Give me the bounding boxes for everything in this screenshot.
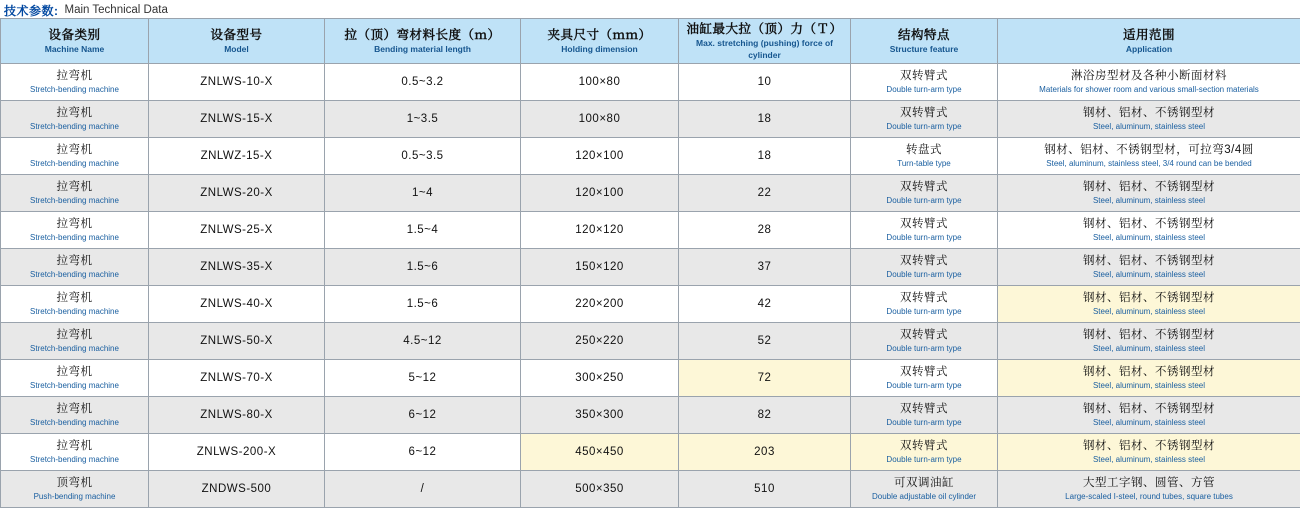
cell-text: 500×350 — [521, 482, 678, 497]
cell-application — [998, 138, 1300, 175]
cell-text: 6~12 — [325, 408, 520, 423]
column-header-cn: 油缸最大拉（顶）力（Ｔ） — [679, 21, 850, 37]
table-row — [1, 434, 1300, 471]
cell-text: 150×120 — [521, 260, 678, 275]
cell-text: 100×80 — [521, 112, 678, 127]
cell-structure-feature — [851, 101, 998, 138]
cell-text-en: Stretch-bending machine — [1, 306, 148, 317]
cell-text: 1.5~6 — [325, 297, 520, 312]
cell-text: ZNLWS-25-X — [149, 223, 324, 238]
cell-bending-length — [325, 64, 521, 101]
cell-text-cn: 拉弯机 — [1, 291, 148, 306]
cell-text-en: Double turn-arm type — [851, 417, 997, 428]
cell-application — [998, 397, 1300, 434]
cell-structure-feature — [851, 138, 998, 175]
cell-text-en: Stretch-bending machine — [1, 343, 148, 354]
column-header-en: Model — [149, 43, 324, 55]
cell-holding-dimension — [521, 212, 679, 249]
page-title-en: Main Technical Data — [65, 4, 168, 16]
cell-text: 0.5~3.5 — [325, 149, 520, 164]
cell-structure-feature — [851, 360, 998, 397]
cell-structure-feature — [851, 434, 998, 471]
cell-text-en: Double turn-arm type — [851, 380, 997, 391]
cell-text-en: Double turn-arm type — [851, 232, 997, 243]
cell-max-force — [679, 249, 851, 286]
cell-text: ZNLWS-80-X — [149, 408, 324, 423]
column-header-bending-length — [325, 19, 521, 64]
cell-text-en: Steel, aluminum, stainless steel — [998, 343, 1300, 354]
table-row — [1, 397, 1300, 434]
cell-application — [998, 175, 1300, 212]
cell-max-force — [679, 286, 851, 323]
cell-model — [149, 212, 325, 249]
cell-machine-name — [1, 434, 149, 471]
cell-max-force — [679, 212, 851, 249]
cell-bending-length — [325, 101, 521, 138]
cell-model — [149, 101, 325, 138]
cell-text: 5~12 — [325, 371, 520, 386]
cell-text: 72 — [679, 371, 850, 386]
cell-bending-length — [325, 138, 521, 175]
cell-text-cn: 钢材、铝材、不锈钢型材 — [998, 180, 1300, 195]
cell-text-cn: 钢材、铝材、不锈钢型材 — [998, 402, 1300, 417]
cell-text-en: Double turn-arm type — [851, 84, 997, 95]
cell-model — [149, 360, 325, 397]
cell-text: 510 — [679, 482, 850, 497]
cell-text: 4.5~12 — [325, 334, 520, 349]
cell-machine-name — [1, 138, 149, 175]
cell-bending-length — [325, 249, 521, 286]
table-header-row — [1, 19, 1300, 64]
cell-max-force — [679, 64, 851, 101]
cell-machine-name — [1, 397, 149, 434]
cell-text-en: Double turn-arm type — [851, 306, 997, 317]
cell-text: 450×450 — [521, 445, 678, 460]
cell-text-en: Stretch-bending machine — [1, 454, 148, 465]
cell-text-en: Steel, aluminum, stainless steel — [998, 121, 1300, 132]
table-row — [1, 212, 1300, 249]
cell-text-en: Double turn-arm type — [851, 195, 997, 206]
cell-holding-dimension — [521, 323, 679, 360]
page-title — [0, 0, 1300, 18]
cell-text-cn: 钢材、铝材、不锈钢型材 — [998, 254, 1300, 269]
cell-text-cn: 拉弯机 — [1, 402, 148, 417]
cell-text-en: Stretch-bending machine — [1, 380, 148, 391]
cell-text-en: Steel, aluminum, stainless steel — [998, 417, 1300, 428]
cell-machine-name — [1, 323, 149, 360]
cell-structure-feature — [851, 212, 998, 249]
cell-text-en: Steel, aluminum, stainless steel — [998, 306, 1300, 317]
cell-holding-dimension — [521, 397, 679, 434]
cell-text-cn: 钢材、铝材、不锈钢型材 — [998, 291, 1300, 306]
cell-text: 1.5~4 — [325, 223, 520, 238]
column-header-application — [998, 19, 1300, 64]
cell-application — [998, 360, 1300, 397]
cell-machine-name — [1, 249, 149, 286]
cell-text-en: Stretch-bending machine — [1, 195, 148, 206]
cell-machine-name — [1, 471, 149, 508]
cell-bending-length — [325, 286, 521, 323]
cell-application — [998, 249, 1300, 286]
cell-structure-feature — [851, 323, 998, 360]
cell-model — [149, 397, 325, 434]
cell-text-en: Steel, aluminum, stainless steel — [998, 232, 1300, 243]
cell-application — [998, 434, 1300, 471]
cell-text-cn: 可双调油缸 — [851, 476, 997, 491]
cell-text: 100×80 — [521, 75, 678, 90]
cell-text-cn: 拉弯机 — [1, 254, 148, 269]
cell-text: 1.5~6 — [325, 260, 520, 275]
cell-text-en: Large-scaled I-steel, round tubes, square tubes — [998, 491, 1300, 502]
cell-text-en: Turn-table type — [851, 158, 997, 169]
cell-holding-dimension — [521, 101, 679, 138]
cell-model — [149, 434, 325, 471]
cell-text-cn: 转盘式 — [851, 143, 997, 158]
cell-text-en: Stretch-bending machine — [1, 269, 148, 280]
cell-model — [149, 323, 325, 360]
cell-application — [998, 471, 1300, 508]
cell-text-en: Materials for shower room and various small-section materials — [998, 84, 1300, 95]
table-row — [1, 471, 1300, 508]
cell-text-en: Steel, aluminum, stainless steel — [998, 195, 1300, 206]
cell-text: 52 — [679, 334, 850, 349]
cell-text: ZNLWS-20-X — [149, 186, 324, 201]
cell-text: 120×100 — [521, 149, 678, 164]
column-header-holding-dimension — [521, 19, 679, 64]
cell-text-en: Stretch-bending machine — [1, 232, 148, 243]
column-header-cn: 夹具尺寸（ｍｍ） — [521, 27, 678, 43]
column-header-en: Application — [998, 43, 1300, 55]
cell-holding-dimension — [521, 286, 679, 323]
cell-text: ZNLWS-70-X — [149, 371, 324, 386]
cell-text: ZNLWS-200-X — [149, 445, 324, 460]
cell-text-cn: 双转臂式 — [851, 291, 997, 306]
column-header-machine-name — [1, 19, 149, 64]
table-row — [1, 64, 1300, 101]
cell-structure-feature — [851, 175, 998, 212]
cell-text: 1~4 — [325, 186, 520, 201]
cell-text: ZNLWS-15-X — [149, 112, 324, 127]
cell-structure-feature — [851, 249, 998, 286]
cell-holding-dimension — [521, 471, 679, 508]
cell-text-en: Steel, aluminum, stainless steel — [998, 380, 1300, 391]
cell-max-force — [679, 138, 851, 175]
table-body — [1, 64, 1300, 508]
cell-text-en: Steel, aluminum, stainless steel, 3/4 round can be bended — [998, 158, 1300, 169]
cell-model — [149, 471, 325, 508]
cell-structure-feature — [851, 471, 998, 508]
column-header-en: Max. stretching (pushing) force of cylinder — [679, 37, 850, 61]
cell-text: 203 — [679, 445, 850, 460]
cell-text: 120×100 — [521, 186, 678, 201]
cell-machine-name — [1, 175, 149, 212]
cell-machine-name — [1, 101, 149, 138]
cell-machine-name — [1, 64, 149, 101]
cell-text: 6~12 — [325, 445, 520, 460]
cell-text-en: Double turn-arm type — [851, 454, 997, 465]
column-header-cn: 设备类别 — [1, 27, 148, 43]
cell-application — [998, 286, 1300, 323]
cell-application — [998, 212, 1300, 249]
cell-text-en: Steel, aluminum, stainless steel — [998, 269, 1300, 280]
cell-text-cn: 钢材、铝材、不锈钢型材 — [998, 439, 1300, 454]
cell-structure-feature — [851, 286, 998, 323]
cell-text: / — [325, 482, 520, 497]
cell-text: ZNLWS-10-X — [149, 75, 324, 90]
column-header-en: Holding dimension — [521, 43, 678, 55]
cell-holding-dimension — [521, 64, 679, 101]
cell-text: ZNLWS-50-X — [149, 334, 324, 349]
cell-machine-name — [1, 360, 149, 397]
cell-text-cn: 钢材、铝材、不锈钢型材 — [998, 365, 1300, 380]
cell-text: 220×200 — [521, 297, 678, 312]
column-header-model — [149, 19, 325, 64]
cell-text-cn: 拉弯机 — [1, 143, 148, 158]
technical-data-table — [0, 18, 1300, 508]
cell-model — [149, 286, 325, 323]
cell-text-cn: 拉弯机 — [1, 180, 148, 195]
cell-bending-length — [325, 360, 521, 397]
cell-text-cn: 拉弯机 — [1, 365, 148, 380]
cell-bending-length — [325, 323, 521, 360]
cell-text: 22 — [679, 186, 850, 201]
cell-text-en: Double turn-arm type — [851, 121, 997, 132]
cell-structure-feature — [851, 397, 998, 434]
cell-text-cn: 双转臂式 — [851, 365, 997, 380]
cell-text-en: Push-bending machine — [1, 491, 148, 502]
cell-text-cn: 拉弯机 — [1, 106, 148, 121]
cell-holding-dimension — [521, 138, 679, 175]
cell-structure-feature — [851, 64, 998, 101]
cell-max-force — [679, 434, 851, 471]
column-header-cn: 结构特点 — [851, 27, 997, 43]
column-header-en: Bending material length — [325, 43, 520, 55]
cell-text-cn: 双转臂式 — [851, 328, 997, 343]
cell-text: 120×120 — [521, 223, 678, 238]
cell-text-en: Double turn-arm type — [851, 269, 997, 280]
cell-max-force — [679, 471, 851, 508]
cell-text: ZNLWS-35-X — [149, 260, 324, 275]
cell-text-cn: 钢材、铝材、不锈钢型材 — [998, 106, 1300, 121]
cell-text: 250×220 — [521, 334, 678, 349]
cell-text: ZNLWZ-15-X — [149, 149, 324, 164]
cell-machine-name — [1, 212, 149, 249]
cell-holding-dimension — [521, 360, 679, 397]
cell-text: 300×250 — [521, 371, 678, 386]
cell-text-en: Stretch-bending machine — [1, 84, 148, 95]
cell-text-cn: 大型工字钢、圆管、方管 — [998, 476, 1300, 491]
cell-text: 42 — [679, 297, 850, 312]
column-header-cn: 设备型号 — [149, 27, 324, 43]
column-header-en: Machine Name — [1, 43, 148, 55]
table-row — [1, 101, 1300, 138]
cell-text: 10 — [679, 75, 850, 90]
cell-text-cn: 双转臂式 — [851, 180, 997, 195]
cell-bending-length — [325, 212, 521, 249]
cell-holding-dimension — [521, 434, 679, 471]
cell-text-en: Double adjustable oil cylinder — [851, 491, 997, 502]
cell-text: 37 — [679, 260, 850, 275]
column-header-structure-feature — [851, 19, 998, 64]
cell-max-force — [679, 397, 851, 434]
column-header-cn: 拉（顶）弯材料长度（ｍ） — [325, 27, 520, 43]
cell-text-cn: 顶弯机 — [1, 476, 148, 491]
cell-text-en: Stretch-bending machine — [1, 121, 148, 132]
cell-holding-dimension — [521, 175, 679, 212]
cell-text-cn: 拉弯机 — [1, 69, 148, 84]
cell-model — [149, 249, 325, 286]
cell-text-cn: 双转臂式 — [851, 217, 997, 232]
cell-text-cn: 钢材、铝材、不锈钢型材 — [998, 328, 1300, 343]
table-row — [1, 286, 1300, 323]
cell-text-cn: 双转臂式 — [851, 402, 997, 417]
cell-bending-length — [325, 175, 521, 212]
table-row — [1, 175, 1300, 212]
cell-holding-dimension — [521, 249, 679, 286]
cell-text: 82 — [679, 408, 850, 423]
cell-machine-name — [1, 286, 149, 323]
cell-max-force — [679, 323, 851, 360]
column-header-cn: 适用范围 — [998, 27, 1300, 43]
page-title-cn: 技术参数: — [4, 2, 59, 19]
cell-text: 350×300 — [521, 408, 678, 423]
cell-bending-length — [325, 434, 521, 471]
cell-text-cn: 双转臂式 — [851, 439, 997, 454]
cell-text: 0.5~3.2 — [325, 75, 520, 90]
cell-application — [998, 64, 1300, 101]
cell-text-cn: 拉弯机 — [1, 217, 148, 232]
table-row — [1, 360, 1300, 397]
cell-text: ZNDWS-500 — [149, 482, 324, 497]
column-header-en: Structure feature — [851, 43, 997, 55]
table-row — [1, 323, 1300, 360]
cell-text-cn: 双转臂式 — [851, 106, 997, 121]
cell-text-en: Steel, aluminum, stainless steel — [998, 454, 1300, 465]
cell-text: 18 — [679, 112, 850, 127]
cell-text: 28 — [679, 223, 850, 238]
cell-model — [149, 64, 325, 101]
cell-application — [998, 101, 1300, 138]
cell-text-en: Stretch-bending machine — [1, 417, 148, 428]
cell-text-cn: 钢材、铝材、不锈钢型材，可拉弯3/4圆 — [998, 143, 1300, 158]
table-header — [1, 19, 1300, 64]
cell-text: ZNLWS-40-X — [149, 297, 324, 312]
cell-text-cn: 双转臂式 — [851, 254, 997, 269]
cell-text-cn: 淋浴房型材及各种小断面材料 — [998, 69, 1300, 84]
cell-text-en: Double turn-arm type — [851, 343, 997, 354]
cell-bending-length — [325, 397, 521, 434]
cell-application — [998, 323, 1300, 360]
cell-text: 18 — [679, 149, 850, 164]
cell-max-force — [679, 175, 851, 212]
cell-text-en: Stretch-bending machine — [1, 158, 148, 169]
cell-max-force — [679, 101, 851, 138]
cell-max-force — [679, 360, 851, 397]
table-row — [1, 249, 1300, 286]
table-row — [1, 138, 1300, 175]
cell-text-cn: 双转臂式 — [851, 69, 997, 84]
cell-text-cn: 拉弯机 — [1, 328, 148, 343]
cell-text-cn: 钢材、铝材、不锈钢型材 — [998, 217, 1300, 232]
cell-text: 1~3.5 — [325, 112, 520, 127]
cell-bending-length — [325, 471, 521, 508]
column-header-max-force — [679, 19, 851, 64]
cell-model — [149, 138, 325, 175]
cell-model — [149, 175, 325, 212]
cell-text-cn: 拉弯机 — [1, 439, 148, 454]
